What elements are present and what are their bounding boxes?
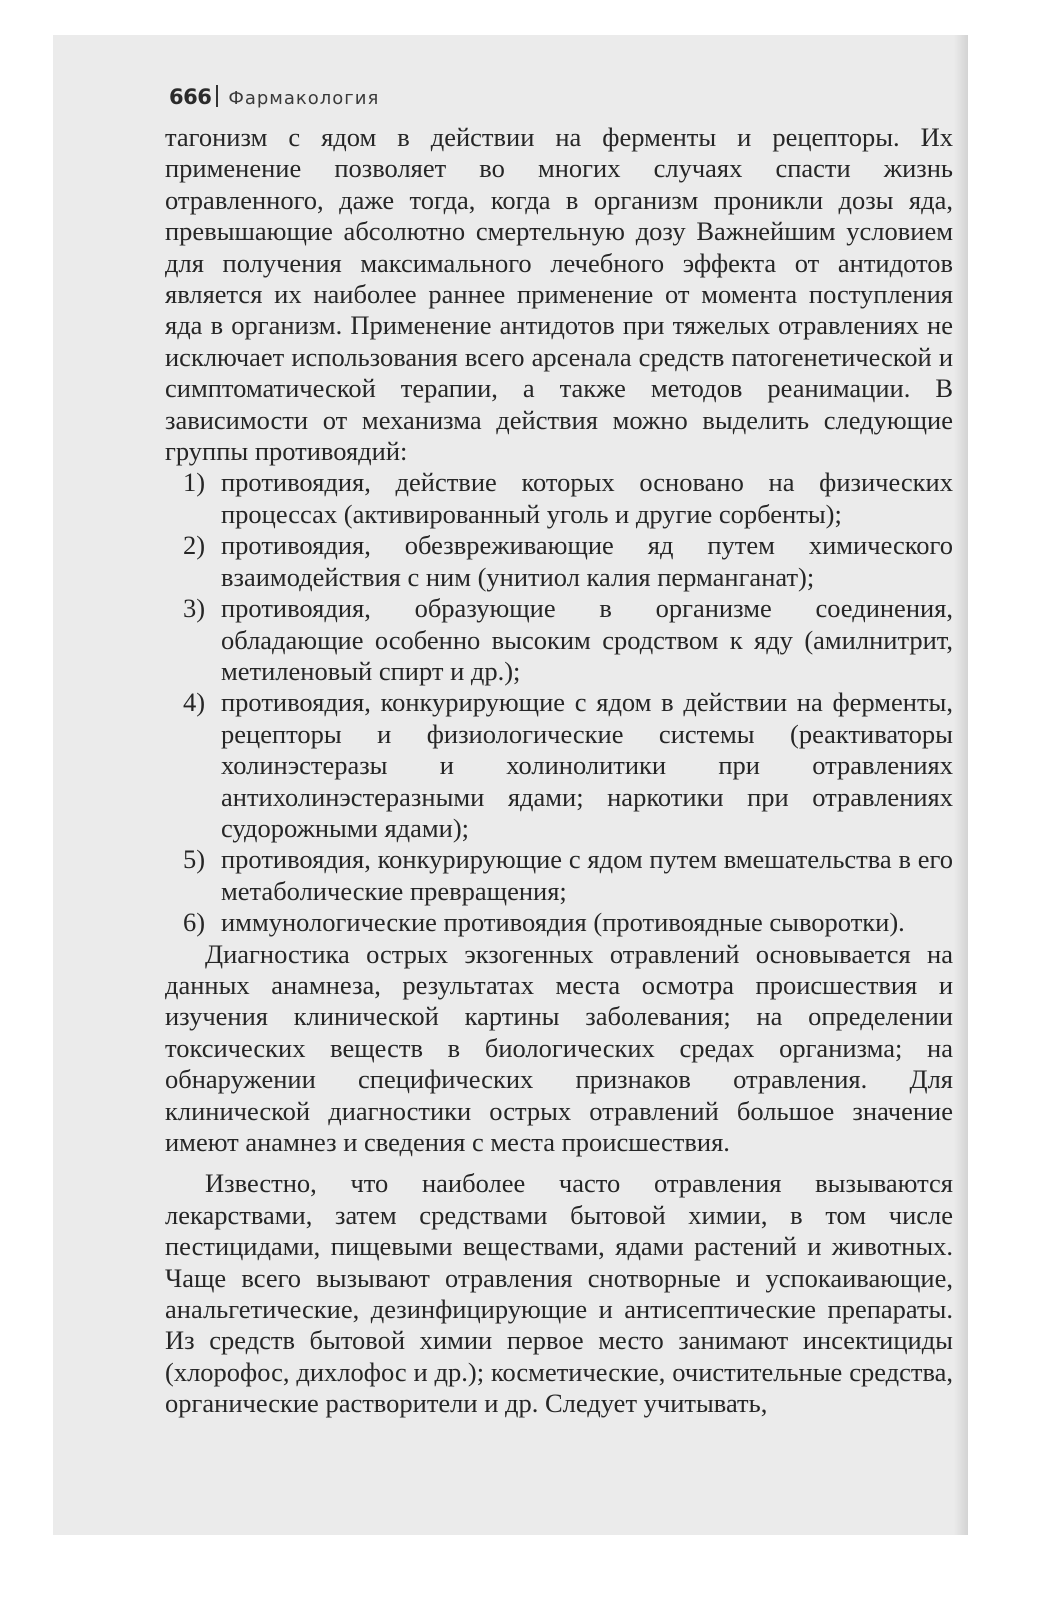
antidote-groups-list	[165, 467, 953, 938]
list-item	[165, 687, 953, 844]
list-item-text: иммунологические противоядия (противоядные сыворотки).	[221, 907, 905, 938]
list-item-number: 2)	[183, 530, 206, 561]
list-item-number: 1)	[183, 467, 206, 498]
list-item-number: 6)	[183, 907, 206, 938]
scanned-page	[53, 35, 968, 1535]
list-item	[165, 467, 953, 530]
page-edge-shadow	[954, 35, 968, 1535]
list-item-number: 4)	[183, 687, 206, 718]
list-item-number: 3)	[183, 593, 206, 624]
list-item	[165, 593, 953, 687]
list-item-number: 5)	[183, 844, 206, 875]
list-item	[165, 907, 953, 938]
list-item	[165, 844, 953, 907]
page-number: 666	[169, 85, 212, 109]
list-item	[165, 530, 953, 593]
list-item-text: противоядия, обезвреживающие яд путем химического взаимодействия с ним (унитиол калия перманганат);	[221, 530, 953, 592]
running-title: Фармакология	[228, 88, 380, 109]
body-text	[165, 122, 953, 1420]
paragraph-known: Известно, что наиболее часто отравления вызываются лекарствами, затем средствами бытовой химии, в том числе пестицидами, пищевыми веществами, ядами растений и животных. Чаще всего вызывают отравления снотворные и успокаивающие, анальгетические, дезинфицирующие и антисептические препараты. Из средств бытовой химии первое место занимают инсектициды (хлорофос, дихлофос и др.); косметические, очистительные средства, органические растворители и др. Следует учитывать,	[165, 1168, 953, 1419]
list-item-text: противоядия, конкурирующие с ядом в действии на ферменты, рецепторы и физиологические системы (реактиваторы холинэстеразы и холинолитики при отравлениях антихолинэстеразными ядами; наркотики при отравлениях судорожными ядами);	[221, 687, 953, 843]
paragraph-diagnostics: Диагностика острых экзогенных отравлений основывается на данных анамнеза, результатах места осмотра происшествия и изучения клинической картины заболевания; на определении токсических веществ в биологических средах организма; на обнаружении специфических признаков отравления. Для клинической диагностики острых отравлений большое значение имеют анамнез и сведения с места происшествия.	[165, 938, 953, 1157]
paragraph-intro: тагонизм с ядом в действии на ферменты и рецепторы. Их применение позволяет во многих случаях спасти жизнь отравленного, даже тогда, когда в организм проникли дозы яда, превышающие абсолютно смертельную дозу Важнейшим условием для получения максимального лечебного эффекта от антидотов является их наиболее раннее применение от момента поступления яда в организм. Применение антидотов при тяжелых отравлениях не исключает использования всего арсенала средств патогенетической и симптоматической терапии, а также методов реанимации. В зависимости от механизма действия можно выделить следующие группы противоядий:	[165, 122, 953, 467]
list-item-text: противоядия, конкурирующие с ядом путем вмешательства в его метаболические превращения;	[221, 844, 953, 906]
header-divider	[216, 85, 218, 107]
list-item-text: противоядия, образующие в организме соединения, обладающие особенно высоким сродством к яду (амилнитрит, метиленовый спирт и др.);	[221, 593, 953, 686]
list-item-text: противоядия, действие которых основано на физических процессах (активированный уголь и другие сорбенты);	[221, 467, 953, 529]
page-header	[169, 82, 379, 109]
